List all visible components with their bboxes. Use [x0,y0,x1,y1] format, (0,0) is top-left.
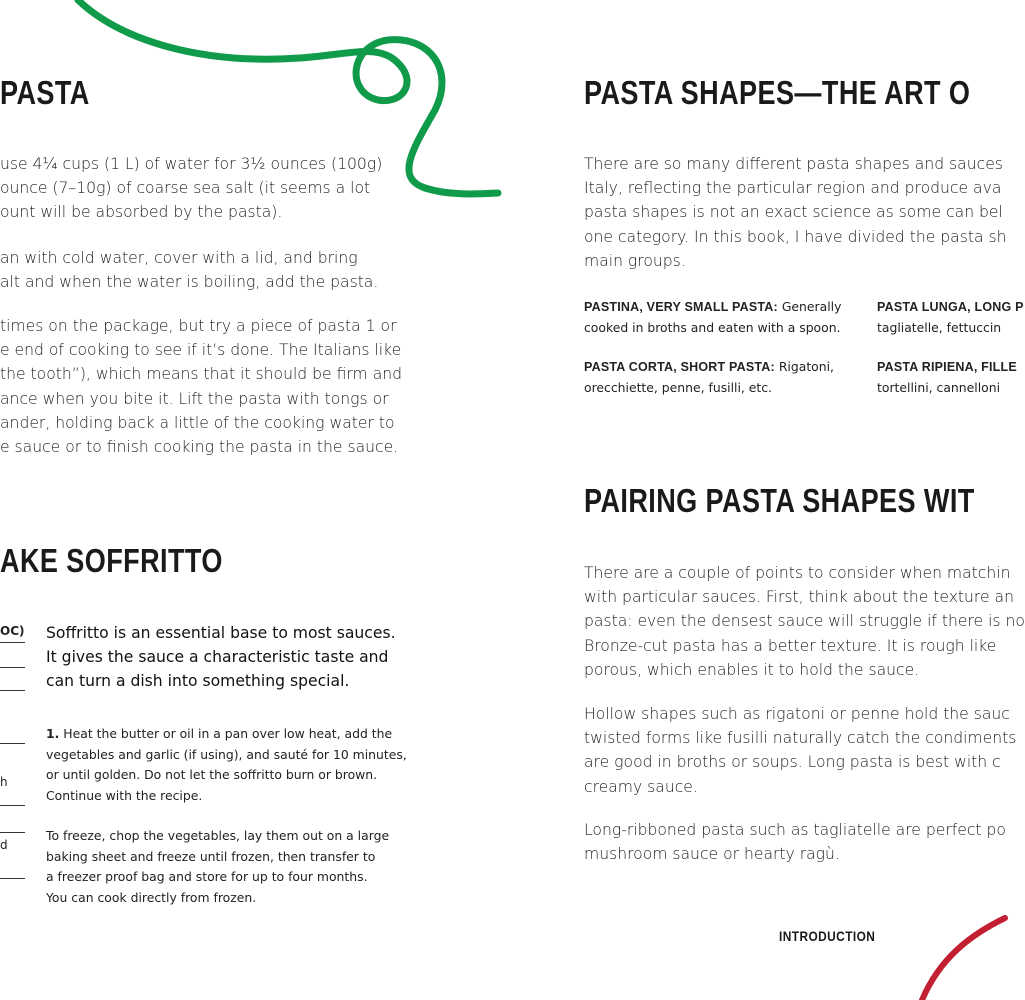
cooking-paragraph-2: an with cold water, cover with a lid, and bring alt and when the water is boiling, add the pasta. [0,249,379,292]
pairing-paragraph-3: Long-ribboned pasta such as tagliatelle are perfect po mushroom sauce or hearty ragù. [584,821,1006,864]
method-step-1: 1. Heat the butter or oil in a pan over low heat, add the vegetables and garlic (if using), and sauté for 10 minutes, or until golden. Do not let the soffritto burn or brown. Continue with the recipe. [46,726,407,803]
ingredient-fragment: h [0,775,8,789]
table-rule [0,878,25,879]
freeze-note: To freeze, chop the vegetables, lay them out on a large baking sheet and freeze until frozen, then transfer to a freezer proof bag and store for up to four months. You can cook directly from frozen. [46,828,390,905]
category-pasta-lunga: PASTA LUNGA, LONG P tagliatelle, fettuccin [877,300,1024,335]
pairing-heading: PAIRING PASTA SHAPES WIT [584,482,975,519]
category-pastina: PASTINA, VERY SMALL PASTA: Generally cooked in broths and eaten with a spoon. [584,299,842,335]
category-pasta-ripiena: PASTA RIPIENA, FILLE tortellini, cannelloni [877,360,1017,395]
pairing-paragraph-1: There are a couple of points to consider when matchin with particular sauces. First, think about the texture an pasta: even the densest sauce will struggle if there is no Bronze-cut pasta has a better texture. It is rough like porous, which enables it to hold the sauce. [584,564,1025,679]
table-rule [0,690,25,691]
table-rule [0,667,25,668]
category-pasta-corta: PASTA CORTA, SHORT PASTA: Rigatoni, orecchiette, penne, fusilli, etc. [584,359,834,395]
table-rule [0,642,25,643]
table-rule [0,743,25,744]
cooking-paragraph-3: times on the package, but try a piece of pasta 1 or e end of cooking to see if it’s done. The Italians like the tooth”), which means that it should be firm and ance when you bite it. Lift the pasta with tongs or ander, holding back a little of the cooking water to e sauce or to finish cooking the pasta in the sauce. [0,317,403,457]
table-rule [0,805,25,806]
shapes-paragraph: There are so many different pasta shapes and sauces Italy, reflecting the particular region and produce ava pasta shapes is not an exact science as some can bel one category. In this book, I have divided the pasta sh main groups. [584,155,1007,270]
soffritto-heading: AKE SOFFRITTO [0,542,223,579]
pasta-heading: PASTA [0,74,90,111]
soffritto-intro: Soffritto is an essential base to most sauces. It gives the sauce a characteristic taste and can turn a dish into something special. [46,624,396,691]
pasta-shapes-heading: PASTA SHAPES—THE ART O [584,74,971,111]
ingredient-header-fragment: OC) [0,624,25,638]
step-number: 1. [46,726,60,741]
cooking-paragraph-1: use 4¼ cups (1 L) of water for 3½ ounces (100g) ounce (7–10g) of coarse sea salt (it seems a lot ount will be absorbed by the pasta). [0,155,383,222]
table-rule [0,832,25,833]
ingredient-fragment: d [0,838,8,852]
page-footer: INTRODUCTION [779,928,876,944]
pairing-paragraph-2: Hollow shapes such as rigatoni or penne hold the sauc twisted forms like fusilli naturally catch the condiments are good in broths or soups. Long pasta is best with c creamy sauce. [584,705,1017,796]
red-pasta-strand [922,918,1005,1000]
